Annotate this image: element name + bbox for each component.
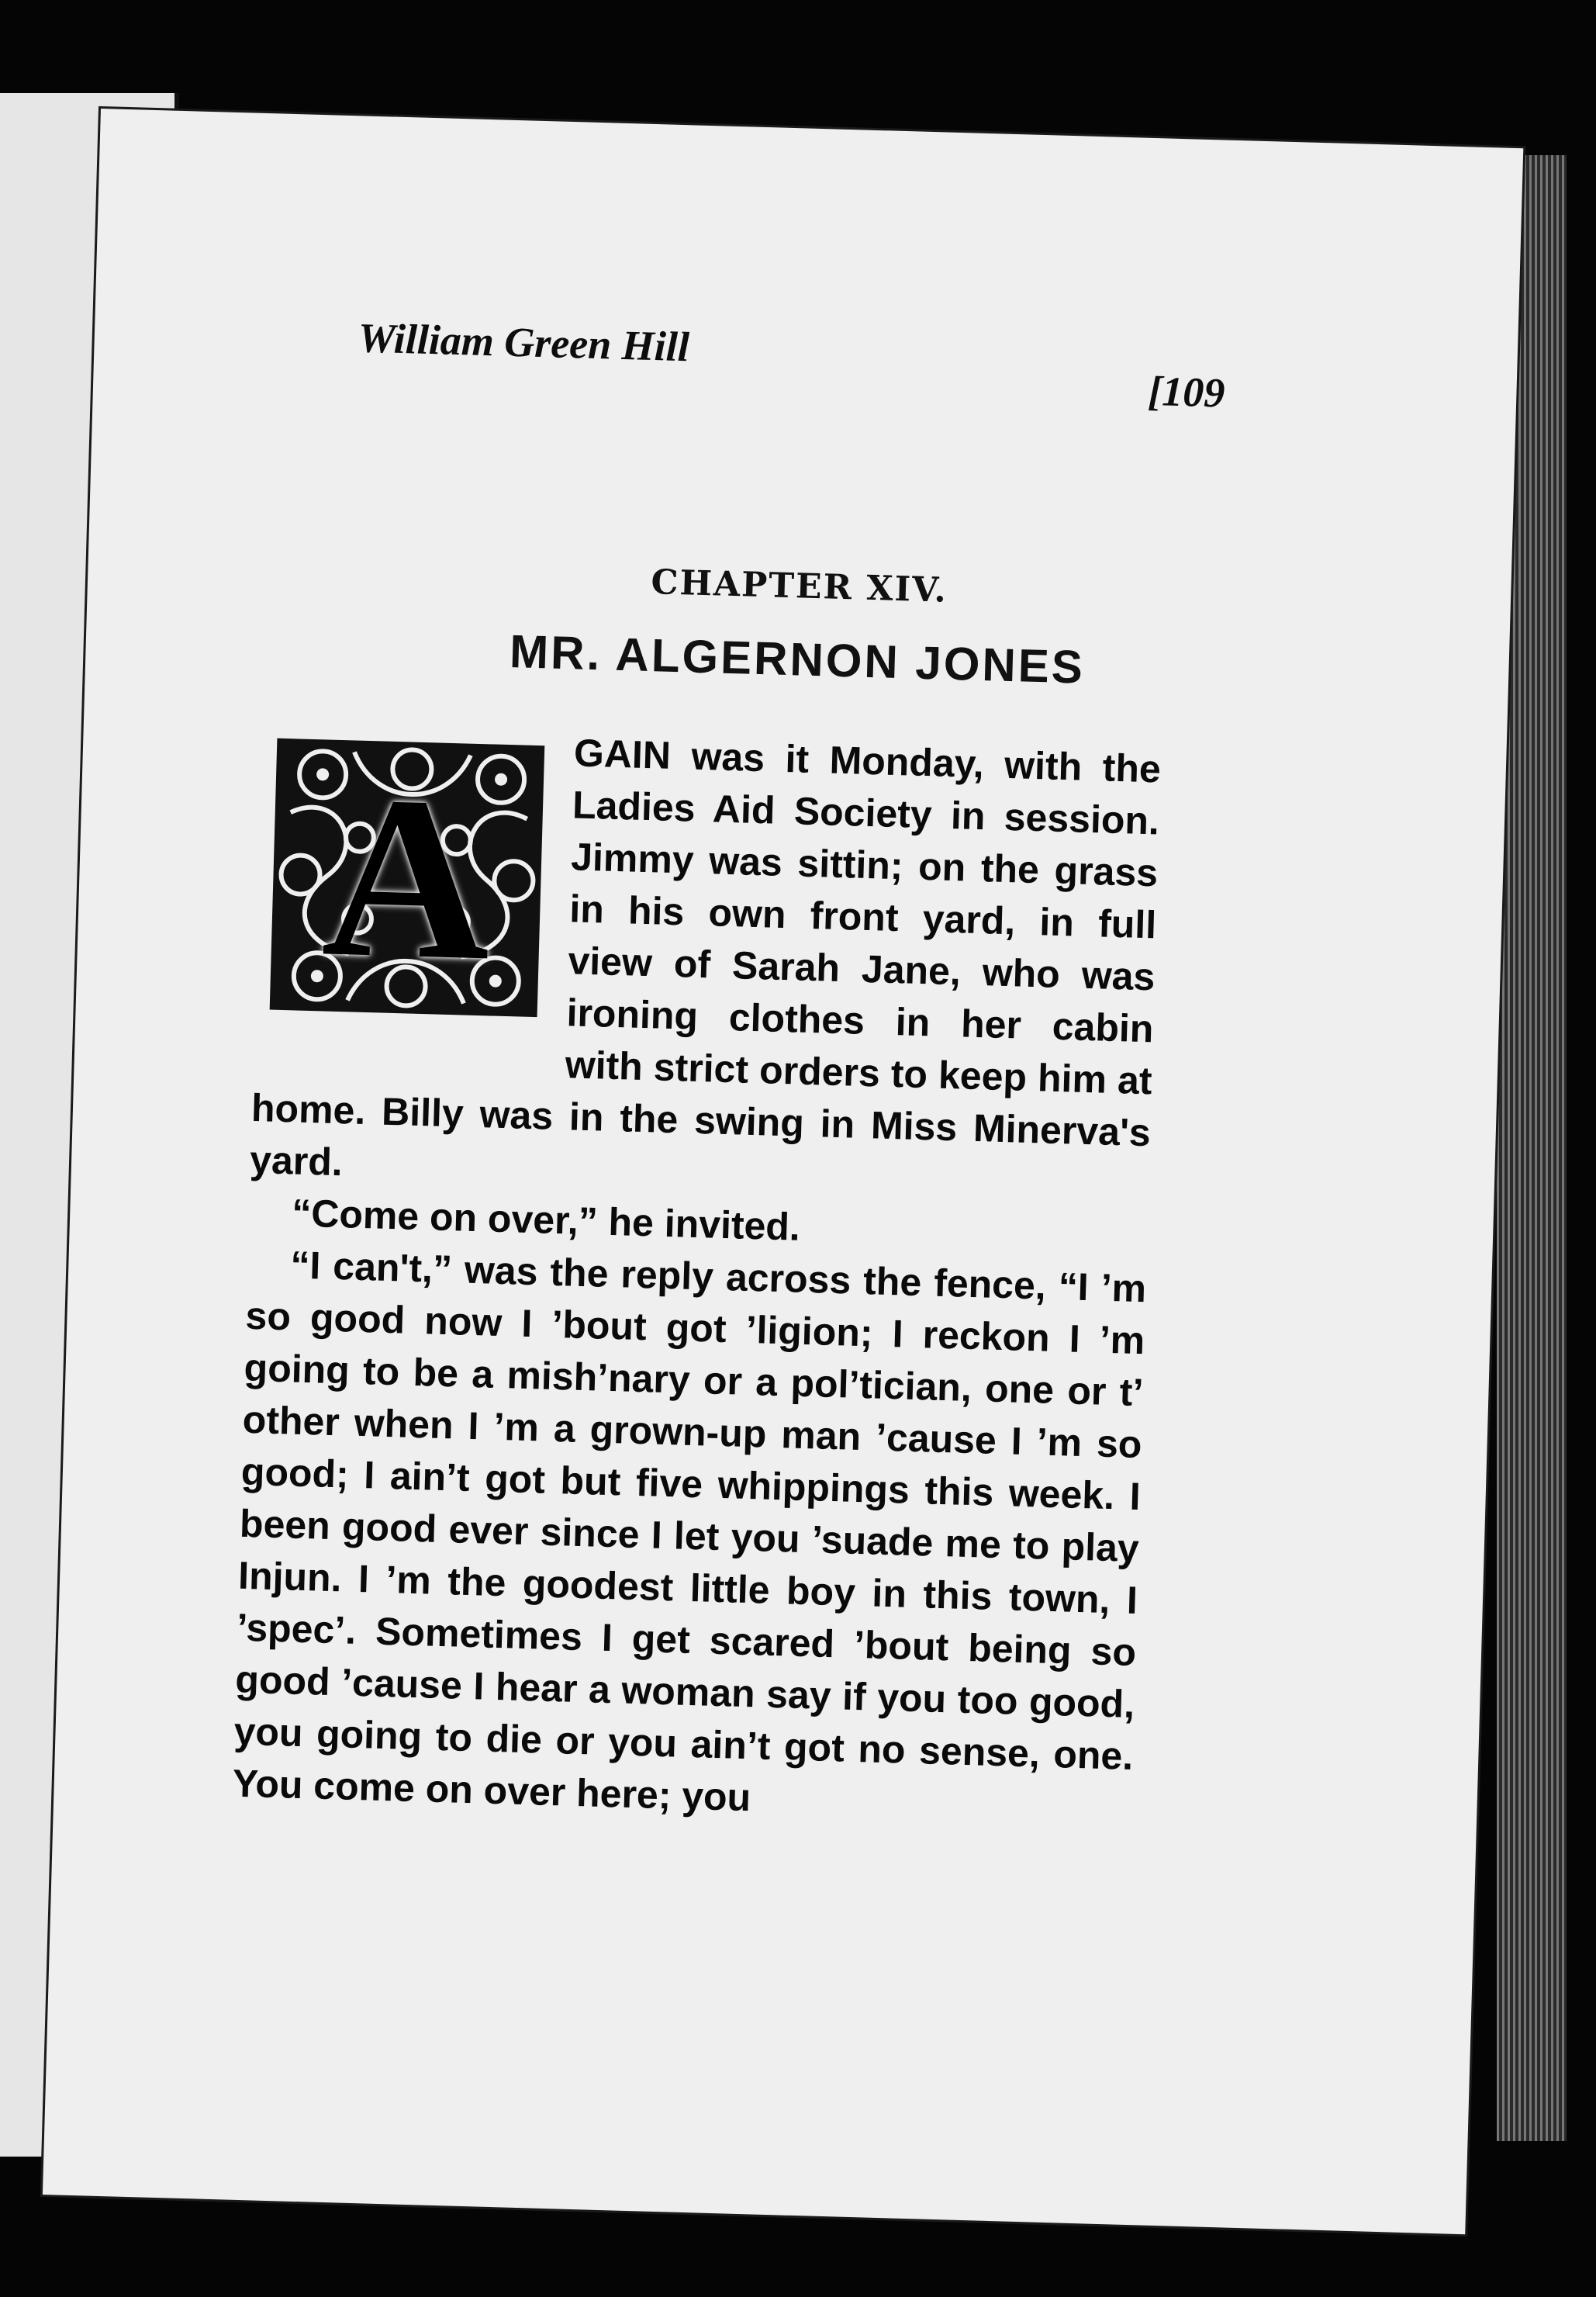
body-text (232, 718, 1162, 1835)
book-page (43, 109, 1523, 2234)
chapter-number: CHAPTER XIV. (650, 562, 948, 611)
paragraph: GAIN was it Monday, with the Ladies Aid Society in session. Jimmy was sittin; on the grass in his own front yard, in full view of Sarah Jane, who was ironing clothes in her cabin with strict orders to keep him at home. Billy was in the swing in Miss Minerva's yard. (249, 731, 1162, 1185)
drop-cap-letter: A (320, 746, 495, 1009)
ornamental-drop-cap (254, 718, 561, 1037)
running-head: William Green Hill (358, 314, 690, 371)
paragraph: “Come on over,” he invited. (291, 1191, 801, 1249)
chapter-title: MR. ALGERNON JONES (509, 625, 1086, 694)
paragraph: “I can't,” was the reply across the fence, “I ’m so good now I ’bout got ’ligion; I reckon I ’m going to be a mish’nary or a pol’tician, one or t’ other when I ’m a grown-up man ’cause I ’m so good; I ain’t got but five whippings this week. I been good ever since I let you ’suade me to play Injun. I ’m the goodest little boy in this town, I ’spec’. Sometimes I get scared ’bout being so good ’cause I hear a woman say if you too good, you going to die or you ain’t got no sense, one. You come on over here; you (232, 1243, 1147, 1820)
page-number: [109 (1147, 367, 1226, 417)
